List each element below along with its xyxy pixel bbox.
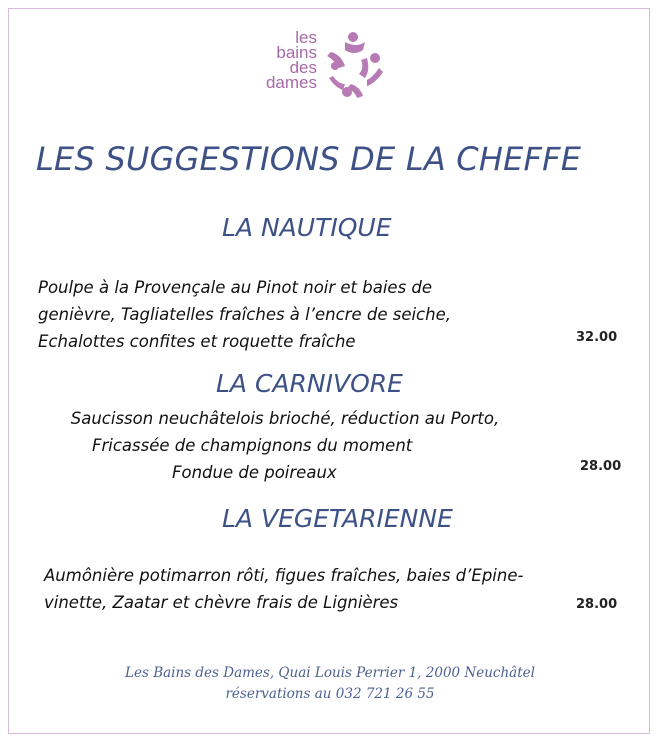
dish-nautique	[38, 274, 451, 355]
price-carnivore: 28.00	[580, 459, 622, 474]
dish-line: Poulpe à la Provençale au Pinot noir et baies de	[38, 278, 433, 297]
section-title-carnivore: LA CARNIVORE	[216, 369, 403, 398]
price-vegetarienne: 28.00	[576, 597, 618, 612]
dish-line: Aumônière potimarron rôti, figues fraîches, baies d’Epine-	[44, 566, 524, 585]
logo-line: dames	[265, 73, 317, 92]
logo-line: les	[295, 28, 317, 47]
dish-line: Fondue de poireaux	[172, 463, 337, 482]
dish-line: Fricassée de champignons du moment	[92, 436, 413, 455]
section-title-vegetarienne: LA VEGETARIENNE	[222, 504, 453, 533]
dish-carnivore	[30, 405, 540, 486]
section-title-nautique: LA NAUTIQUE	[222, 213, 392, 242]
logo	[253, 28, 393, 108]
footer-address: Les Bains des Dames, Quai Louis Perrier 1, 2000 Neuchâtel	[125, 665, 535, 681]
logo-wordmark	[257, 30, 317, 90]
price-nautique: 32.00	[576, 330, 618, 345]
dish-line: genièvre, Tagliatelles fraîches à l’encre de seiche,	[38, 305, 451, 324]
logo-line: des	[289, 58, 317, 77]
footer-reservations: réservations au 032 721 26 55	[225, 686, 435, 702]
swimmers-icon	[323, 28, 385, 104]
page-title: LES SUGGESTIONS DE LA CHEFFE	[36, 140, 582, 178]
dish-vegetarienne	[44, 562, 523, 616]
dish-line: Saucisson neuchâtelois brioché, réduction au Porto,	[70, 409, 500, 428]
footer	[0, 663, 660, 705]
dish-line: Echalottes confites et roquette fraîche	[38, 332, 356, 351]
logo-line: bains	[276, 43, 317, 62]
dish-line: vinette, Zaatar et chèvre frais de Lignières	[44, 593, 399, 612]
